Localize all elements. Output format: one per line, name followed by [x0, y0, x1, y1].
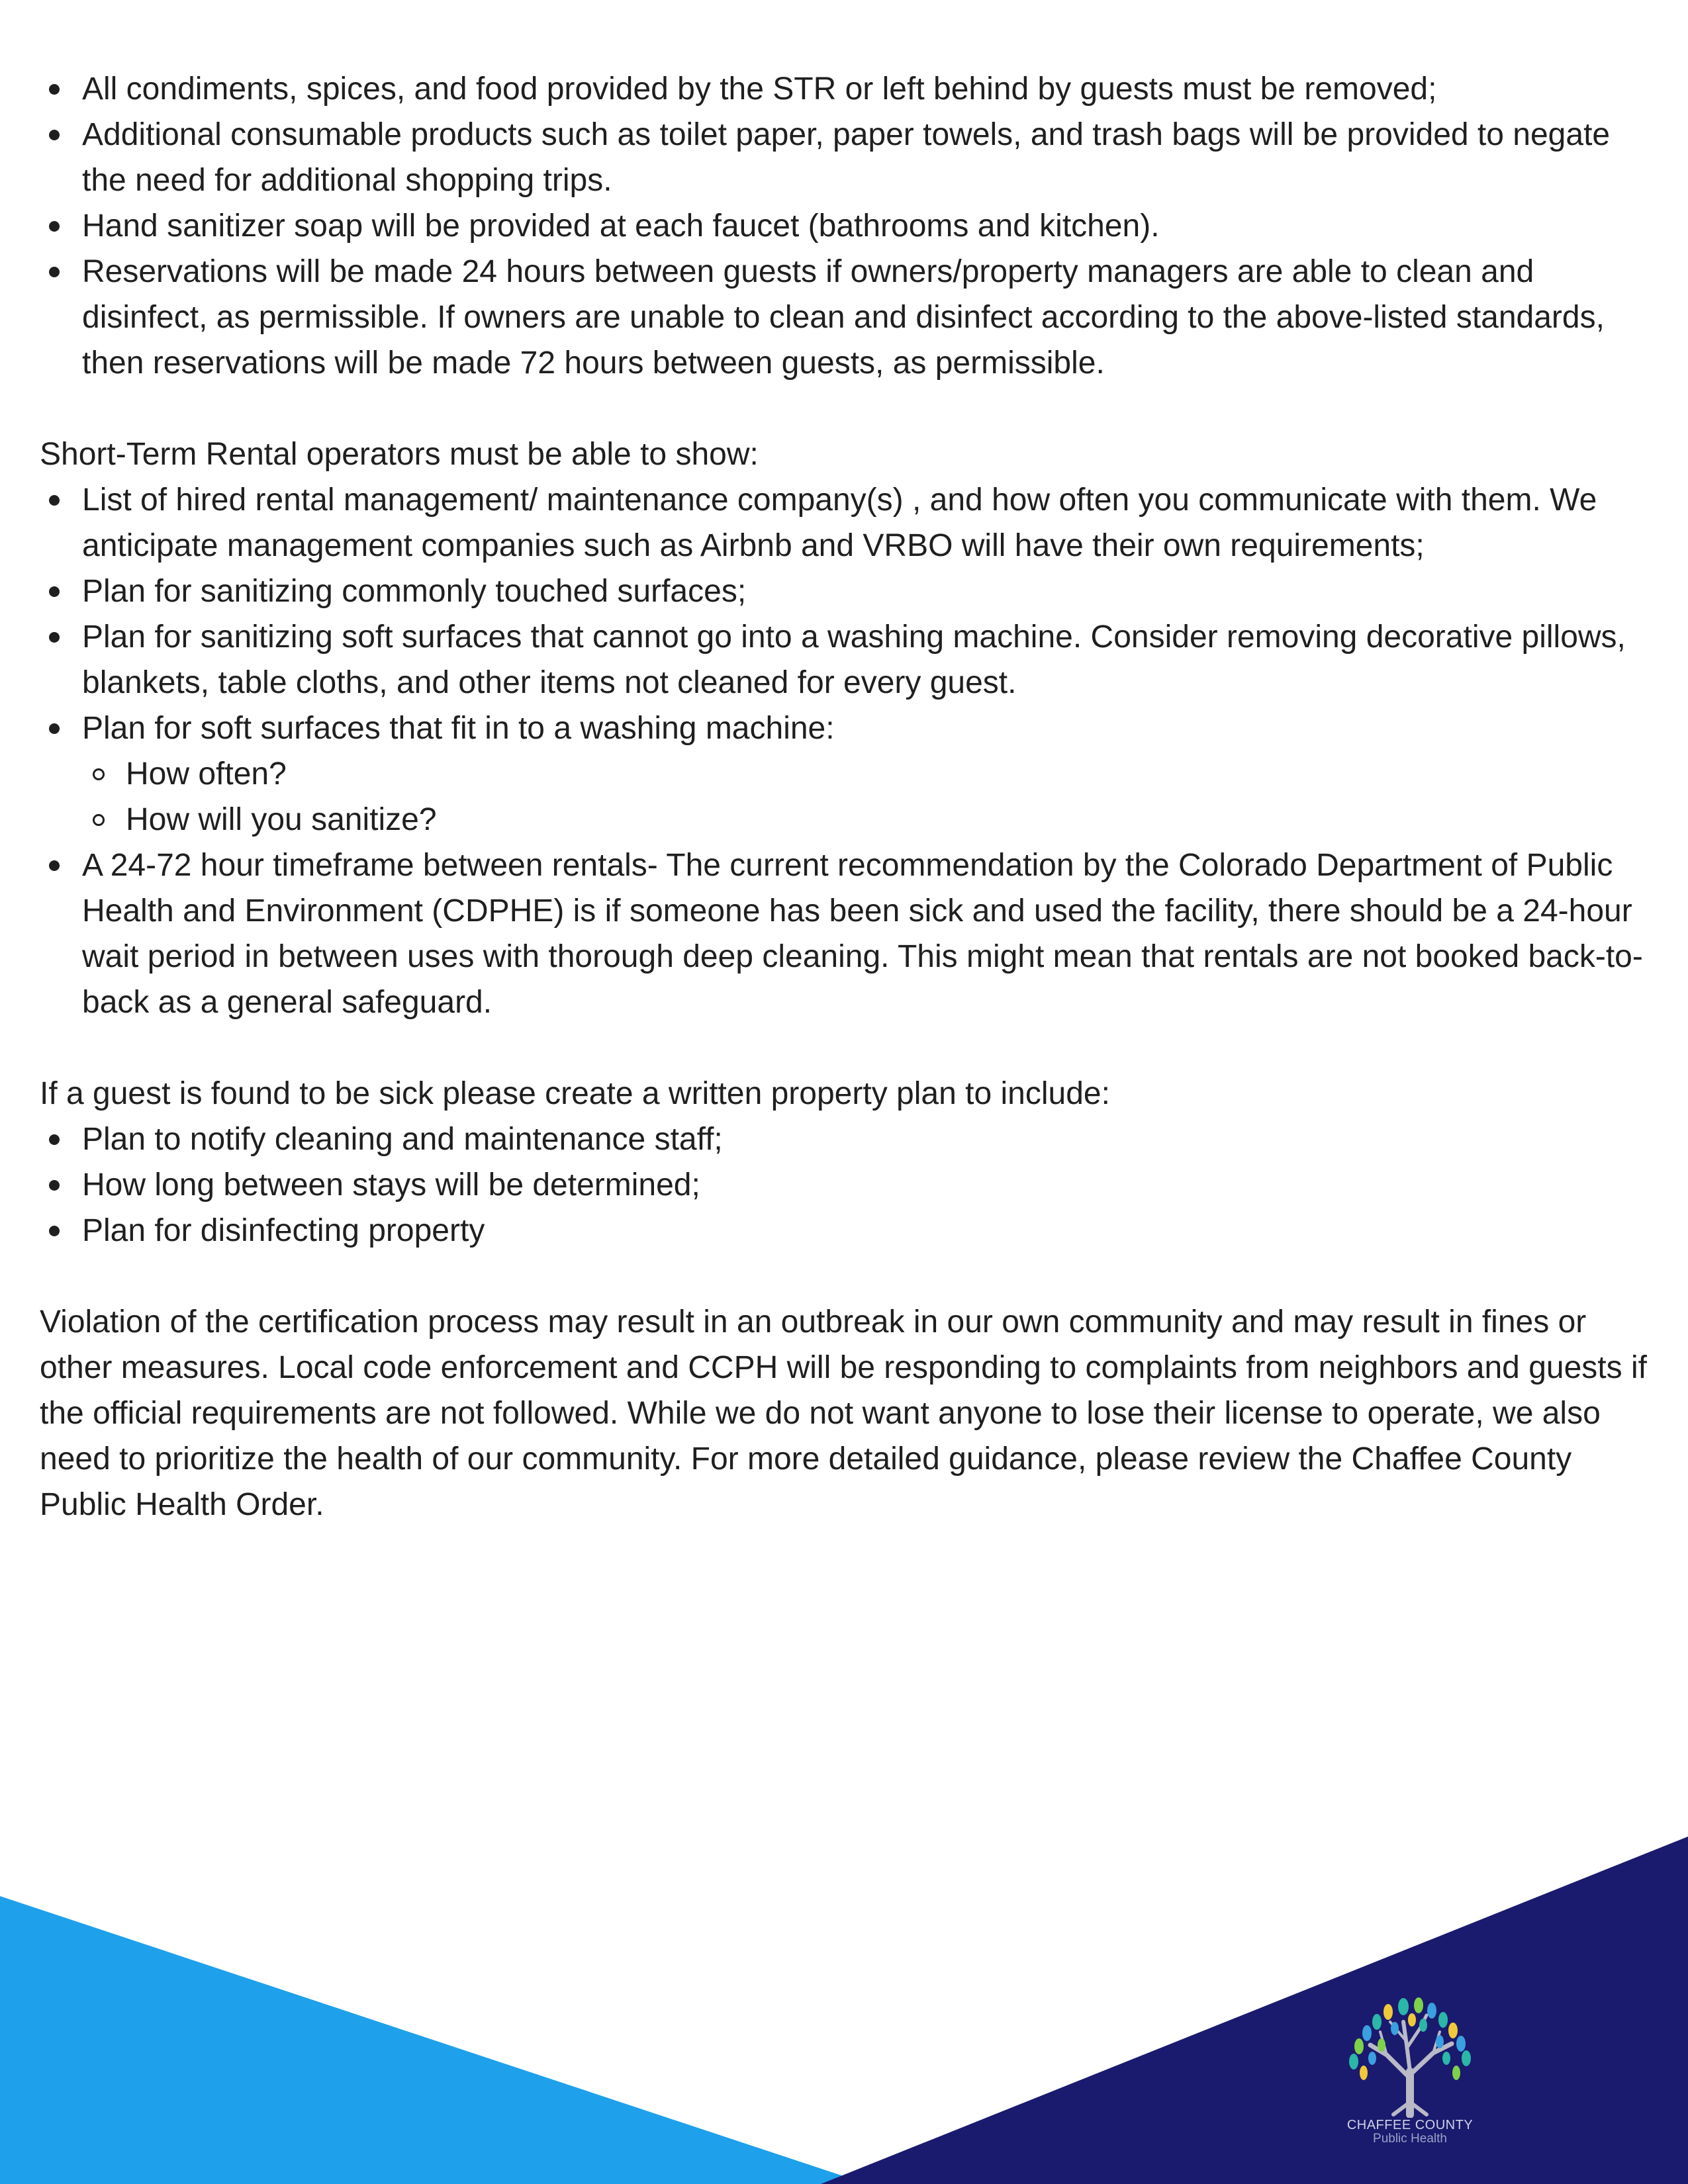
- list-item: Hand sanitizer soap will be provided at each faucet (bathrooms and kitchen).: [82, 203, 1655, 249]
- light-blue-wedge: [0, 1896, 867, 2184]
- operators-list: [40, 477, 1655, 1025]
- document-body: [40, 66, 1655, 1527]
- sublist-item: How will you sanitize?: [126, 797, 1655, 842]
- list-item: Reservations will be made 24 hours between guests if owners/property managers are able to clean and disinfect, as permissible. If owners are unable to clean and disinfect according to the above-listed standards, then reservations will be made 72 hours between guests, as permissible.: [82, 249, 1655, 386]
- washing-sublist: [82, 751, 1655, 842]
- requirements-list: [40, 66, 1655, 386]
- sublist-item: How often?: [126, 751, 1655, 797]
- list-item: Additional consumable products such as toilet paper, paper towels, and trash bags will be provided to negate the need for additional shopping trips.: [82, 112, 1655, 203]
- list-item: All condiments, spices, and food provided by the STR or left behind by guests must be removed;: [82, 66, 1655, 112]
- list-item-with-sublist: [82, 705, 1655, 842]
- list-item: List of hired rental management/ maintenance company(s) , and how often you communicate with them. We anticipate management companies such as Airbnb and VRBO will have their own requirements;: [82, 477, 1655, 569]
- sick-guest-list: [40, 1116, 1655, 1253]
- list-item: A 24-72 hour timeframe between rentals- The current recommendation by the Colorado Department of Public Health and Environment (CDPHE) is if someone has been sick and used the facility, there should be a 24-hour wait period in between uses with thorough deep cleaning. This might mean that rentals are not booked back-to-back as a general safeguard.: [82, 842, 1655, 1025]
- list-item: Plan to notify cleaning and maintenance staff;: [82, 1116, 1655, 1162]
- section-intro-sick-guest: If a guest is found to be sick please create a written property plan to include:: [40, 1076, 1110, 1111]
- closing-paragraph: Violation of the certification process may result in an outbreak in our own community and may result in fines or other measures. Local code enforcement and CCPH will be responding to complaints from neighbors and guests if the official requirements are not followed. While we do not want anyone to lose their license to operate, we also need to prioritize the health of our community. For more detailed guidance, please review the Chaffee County Public Health Order.: [40, 1304, 1647, 1522]
- tree-icon: [1340, 1992, 1479, 2118]
- list-item-text: Plan for soft surfaces that fit in to a washing machine:: [82, 711, 835, 746]
- navy-wedge: [821, 1837, 1688, 2184]
- list-item: Plan for sanitizing commonly touched surfaces;: [82, 569, 1655, 614]
- list-item: How long between stays will be determined;: [82, 1162, 1655, 1208]
- chaffee-county-logo: [1324, 1992, 1496, 2171]
- list-item: Plan for sanitizing soft surfaces that cannot go into a washing machine. Consider removing decorative pillows, blankets, table cloths, and other items not cleaned for every guest.: [82, 614, 1655, 705]
- spacer: [40, 386, 1655, 432]
- section-intro-operators: Short-Term Rental operators must be able to show:: [40, 437, 759, 472]
- spacer: [40, 1253, 1655, 1299]
- logo-subtitle: Public Health: [1373, 2132, 1447, 2146]
- logo-title: CHAFFEE COUNTY: [1346, 2118, 1474, 2132]
- spacer: [40, 1025, 1655, 1071]
- list-item: Plan for disinfecting property: [82, 1208, 1655, 1253]
